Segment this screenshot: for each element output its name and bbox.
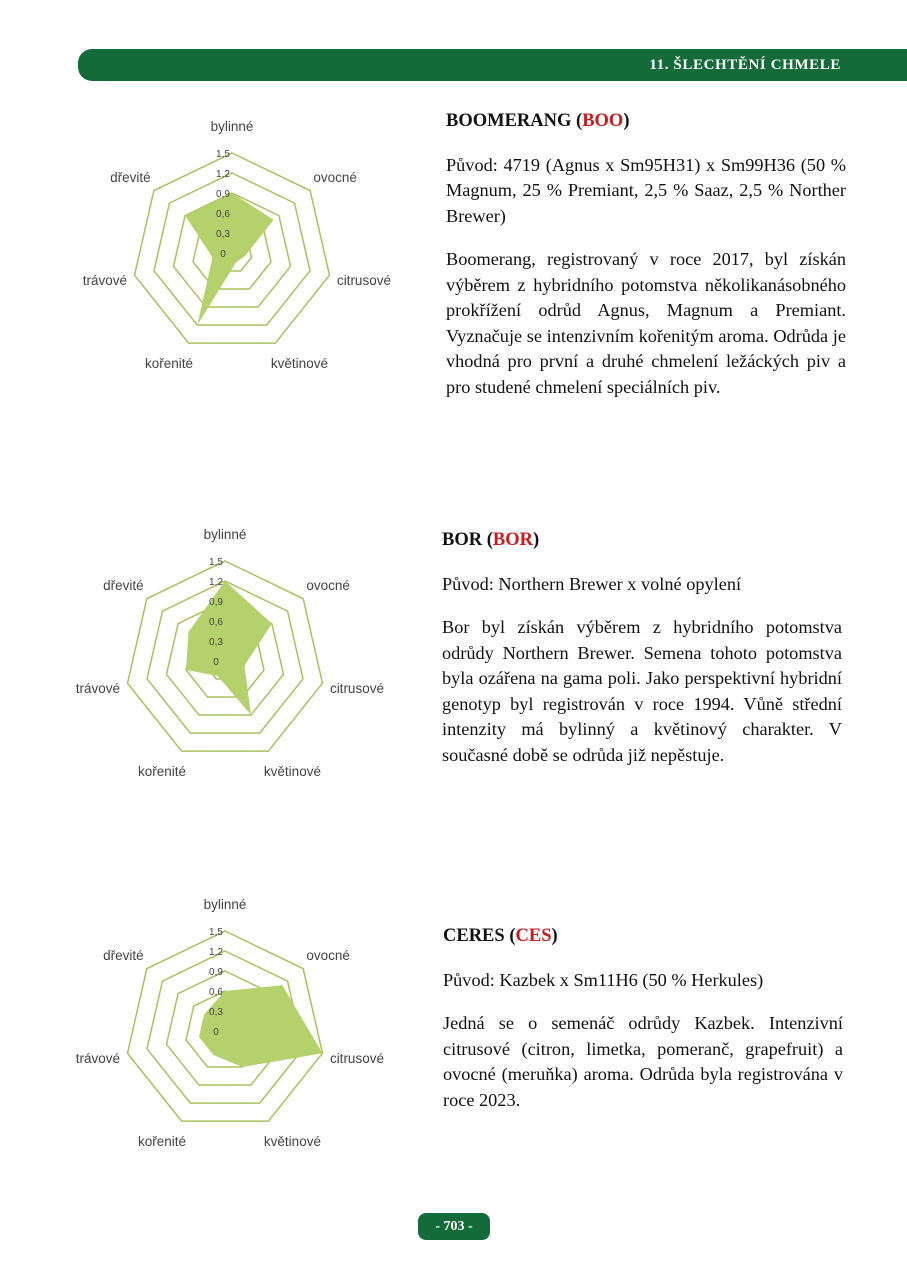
variety-name: BOOMERANG [446, 111, 572, 131]
variety-title: BOR (BOR) [442, 530, 540, 550]
axis-label: trávové [75, 1051, 121, 1067]
variety-description: Boomerang, registrovaný v roce 2017, byl získán výběrem z hybridního potomstva několikanásobného prokřížení odrůd Agnus, Magnum a Premiant. Vyznačuje se intenzivním kořenitým aroma. Odrůda je vhodná pro první a druhé chmelení ležáckých piv a pro studené chmelení speciálních piv. [446, 249, 846, 397]
tick-label: 0,6 [209, 987, 223, 998]
axis-label: bylinné [210, 119, 254, 134]
axis-label: trávové [82, 273, 128, 289]
tick-label: 0 [213, 657, 219, 668]
variety-title: CERES (CES) [443, 926, 558, 946]
axis-label: ovocné [306, 577, 350, 593]
axis-label: citrusové [329, 681, 384, 697]
tick-label: 0,9 [209, 967, 223, 978]
tick-label: 1,2 [216, 169, 230, 180]
header-bar [78, 49, 907, 81]
axis-label: trávové [75, 681, 121, 697]
variety-text [446, 109, 846, 418]
axis-label: bylinné [203, 527, 247, 542]
tick-label: 0,6 [216, 209, 230, 220]
tick-label: 0,3 [209, 637, 223, 648]
radar-chart [53, 527, 423, 826]
axis-label: ovocné [306, 947, 350, 963]
variety-description: Bor byl získán výběrem z hybridního potomstva odrůdy Northern Brewer. Semena tohoto potomstva byla ozářena na gama poli. Jako perspektivní hybridní genotyp byl registrován v roce 1994. Vůně střední intenzity má bylinný a květinový charakter. V současné době se odrůda již nepěstuje. [442, 617, 842, 765]
axis-label: dřevité [103, 577, 144, 593]
axis-label: květinové [270, 355, 328, 371]
axis-label: dřevité [103, 947, 144, 963]
axis-label: kořenité [138, 1133, 187, 1149]
tick-label: 1,5 [209, 927, 223, 938]
axis-label: květinové [263, 1133, 321, 1149]
tick-label: 0,3 [216, 229, 230, 240]
radar-chart [53, 897, 423, 1196]
variety-code: CES [515, 926, 552, 946]
tick-label: 0 [220, 249, 226, 260]
variety-text [442, 528, 842, 786]
axis-label: květinové [263, 763, 321, 779]
tick-label: 0,9 [209, 597, 223, 608]
variety-name: BOR [442, 530, 483, 550]
tick-label: 0,3 [209, 1007, 223, 1018]
axis-label: kořenité [145, 355, 194, 371]
variety-code: BOR [492, 530, 533, 550]
axis-label: citrusové [329, 1051, 384, 1067]
axis-label: ovocné [313, 169, 357, 185]
variety-code: BOO [582, 111, 624, 131]
axis-label: dřevité [110, 169, 151, 185]
tick-label: 1,5 [216, 149, 230, 160]
tick-label: 1,2 [209, 947, 223, 958]
chapter-title: 11. ŠLECHTĚNÍ CHMELE [649, 57, 841, 73]
variety-origin: Původ: Northern Brewer x volné opylení [442, 573, 742, 594]
page-number: - 703 - [418, 1213, 490, 1240]
tick-label: 1,2 [209, 577, 223, 588]
tick-label: 0,6 [209, 617, 223, 628]
axis-label: bylinné [203, 897, 247, 912]
axis-label: citrusové [336, 273, 391, 289]
variety-name: CERES [443, 926, 505, 946]
variety-origin: Původ: 4719 (Agnus x Sm95H31) x Sm99H36 (50 % Magnum, 25 % Premiant, 2,5 % Saaz, 2,5 % Norther Brewer) [446, 154, 846, 226]
tick-label: 0,9 [216, 189, 230, 200]
variety-text [443, 924, 843, 1131]
variety-description: Jedná se o semenáč odrůdy Kazbek. Intenzivní citrusové (citron, limetka, pomeranč, grapefruit) a ovocné (meruňka) aroma. Odrůda byla registrována v roce 2023. [443, 1013, 843, 1110]
radar-chart [60, 119, 430, 418]
tick-label: 1,5 [209, 557, 223, 568]
variety-origin: Původ: Kazbek x Sm11H6 (50 % Herkules) [443, 969, 764, 990]
tick-label: 0 [213, 1027, 219, 1038]
axis-label: kořenité [138, 763, 187, 779]
variety-title: BOOMERANG (BOO) [446, 111, 630, 131]
